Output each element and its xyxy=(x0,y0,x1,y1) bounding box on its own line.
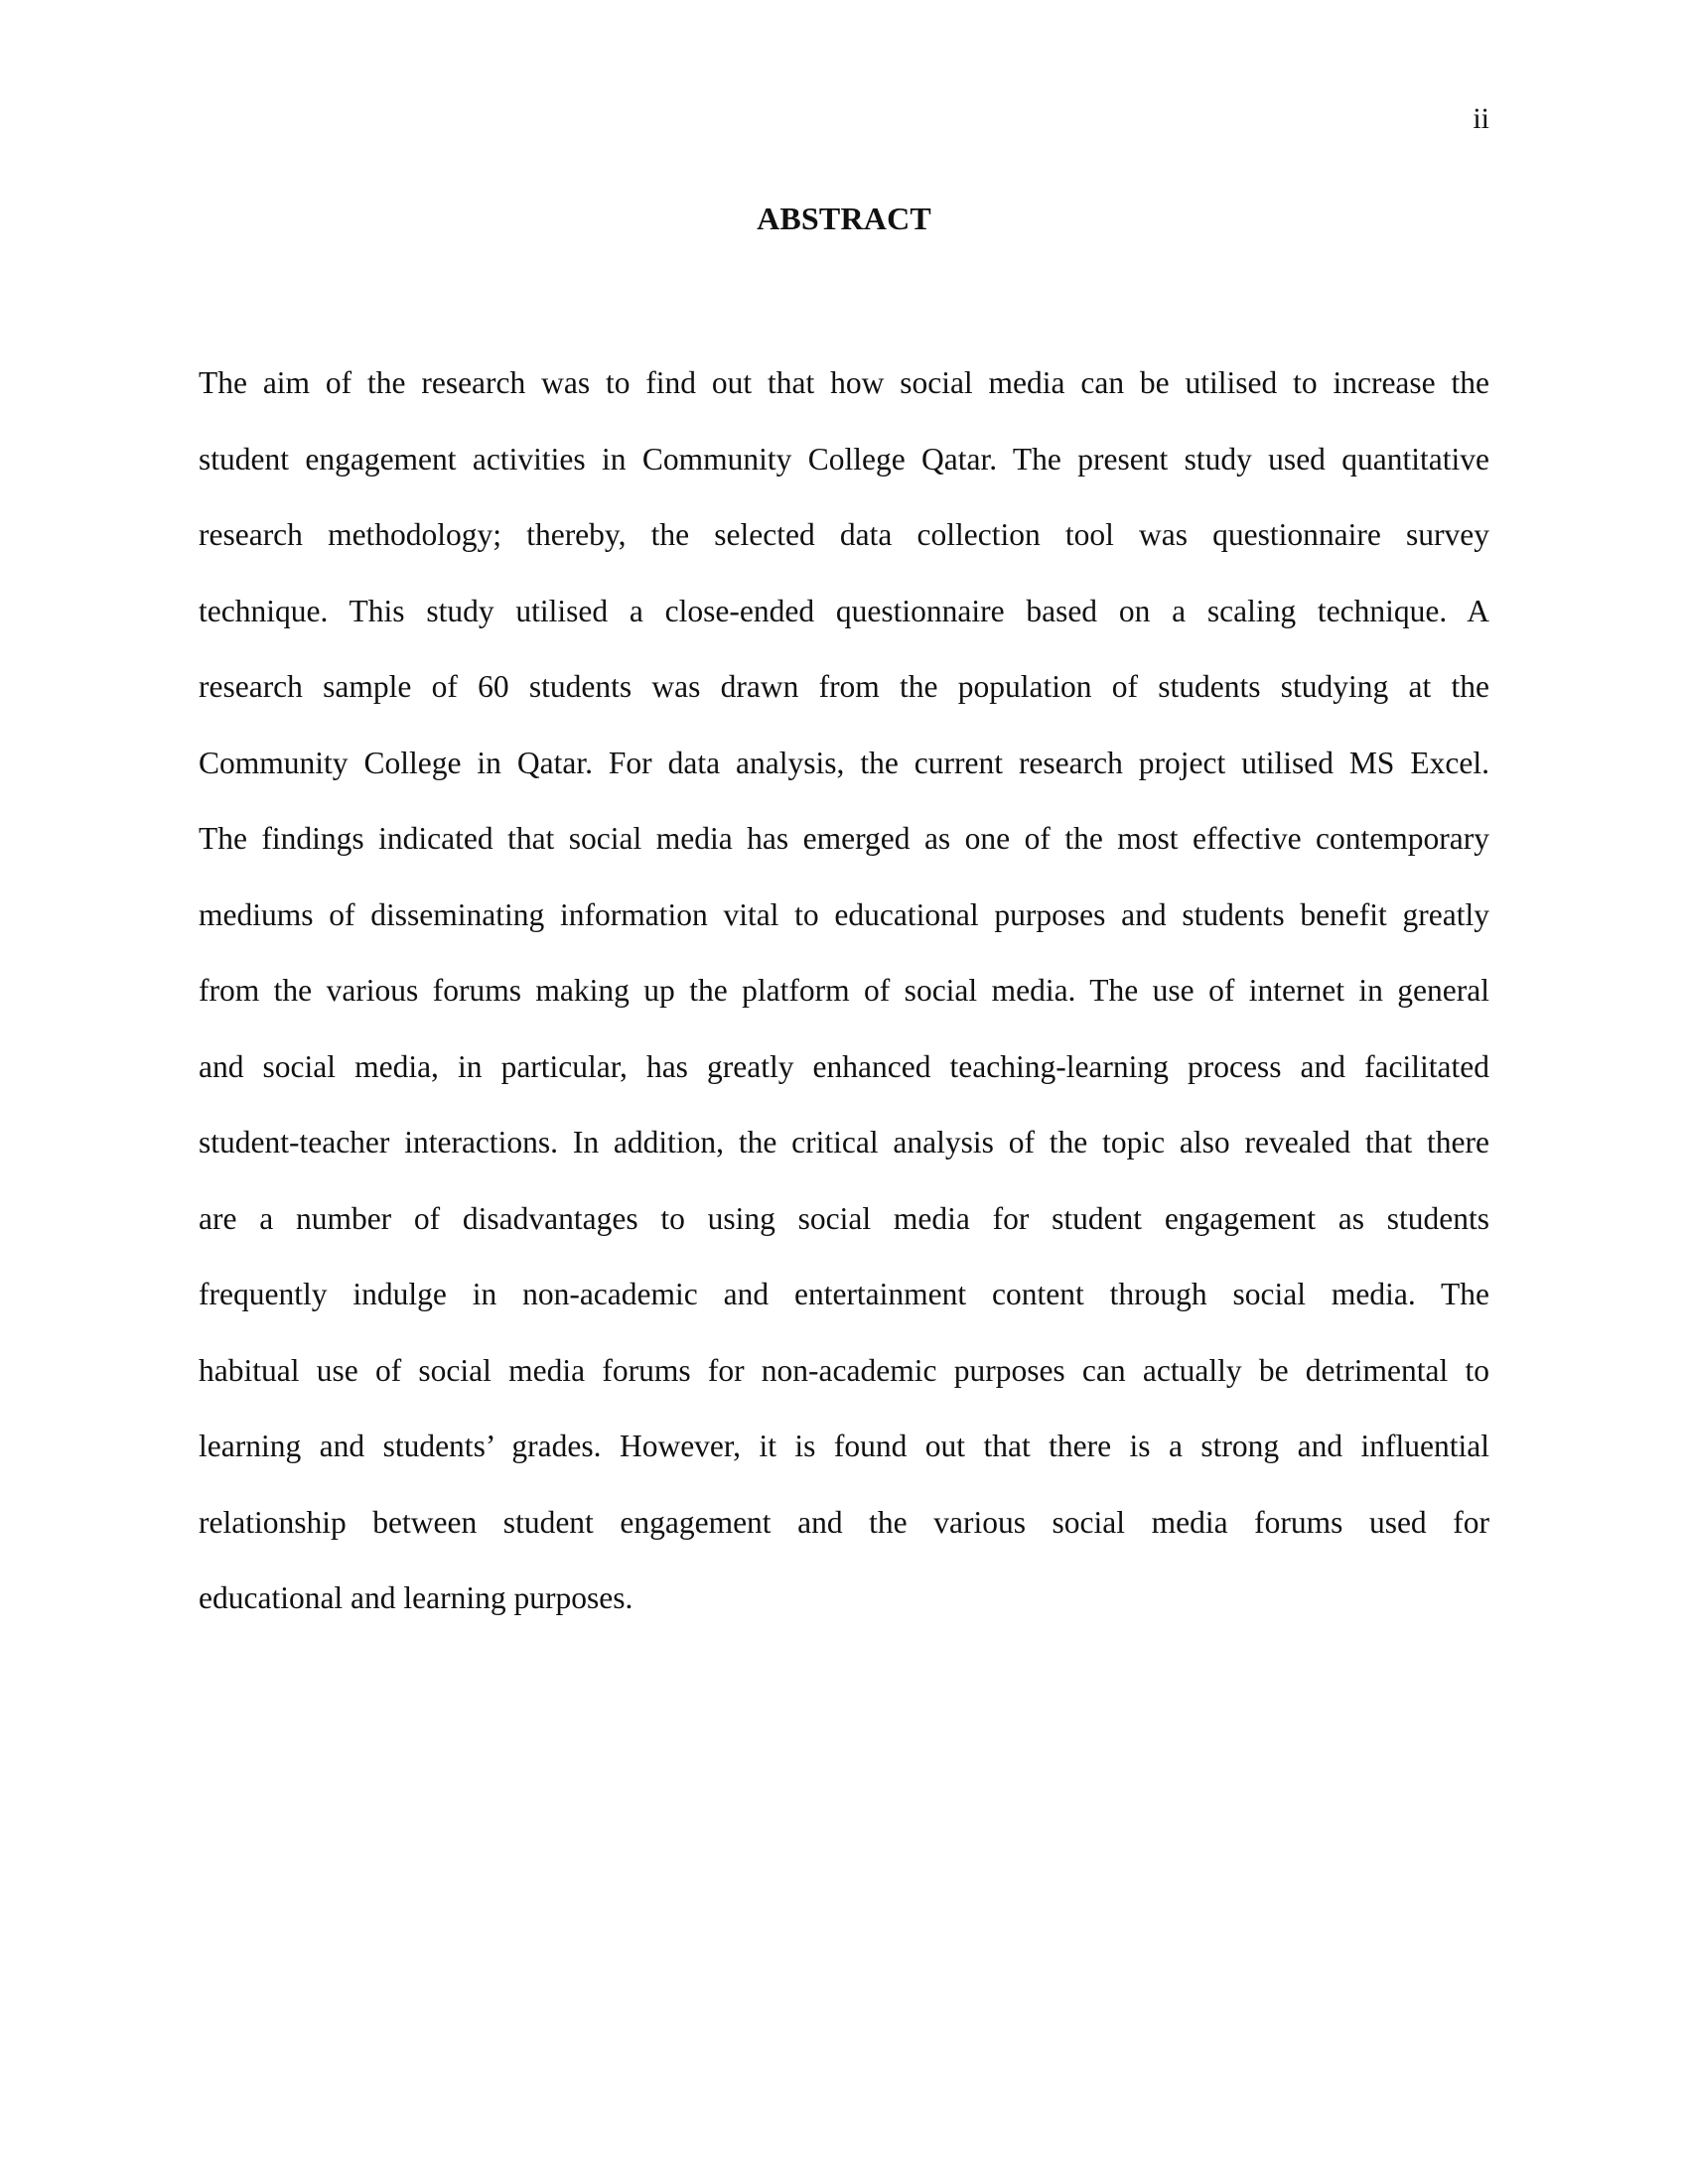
abstract-line: The aim of the research was to find out that how social media can be utilised to increase the xyxy=(199,365,1489,400)
abstract-line: educational and learning purposes. xyxy=(199,1580,633,1615)
abstract-line: Community College in Qatar. For data analysis, the current research project utilised MS Excel. xyxy=(199,745,1489,780)
abstract-line: student engagement activities in Community College Qatar. The present study used quantitative xyxy=(199,441,1489,477)
abstract-line: frequently indulge in non-academic and entertainment content through social media. The xyxy=(199,1277,1489,1311)
abstract-line: relationship between student engagement and the various social media forums used for xyxy=(199,1504,1489,1540)
abstract-line: from the various forums making up the platform of social media. The use of internet in general xyxy=(199,973,1489,1008)
abstract-line: technique. This study utilised a close-ended questionnaire based on a scaling technique. A xyxy=(199,593,1489,628)
abstract-line: research sample of 60 students was drawn from the population of students studying at the xyxy=(199,669,1489,704)
abstract-line: student-teacher interactions. In addition, the critical analysis of the topic also revealed that there xyxy=(199,1125,1489,1160)
abstract-body xyxy=(199,345,1489,1637)
page-number: ii xyxy=(1473,102,1489,135)
abstract-line: research methodology; thereby, the selected data collection tool was questionnaire survey xyxy=(199,517,1489,552)
abstract-heading: ABSTRACT xyxy=(757,201,931,236)
abstract-line: and social media, in particular, has greatly enhanced teaching-learning process and facilitated xyxy=(199,1048,1489,1084)
abstract-line: learning and students’ grades. However, it is found out that there is a strong and influential xyxy=(199,1429,1489,1463)
abstract-line: habitual use of social media forums for non-academic purposes can actually be detrimental to xyxy=(199,1352,1489,1388)
abstract-line: are a number of disadvantages to using social media for student engagement as students xyxy=(199,1200,1489,1236)
abstract-line: mediums of disseminating information vital to educational purposes and students benefit greatly xyxy=(199,896,1489,932)
abstract-line: The findings indicated that social media has emerged as one of the most effective contemporary xyxy=(199,821,1489,856)
